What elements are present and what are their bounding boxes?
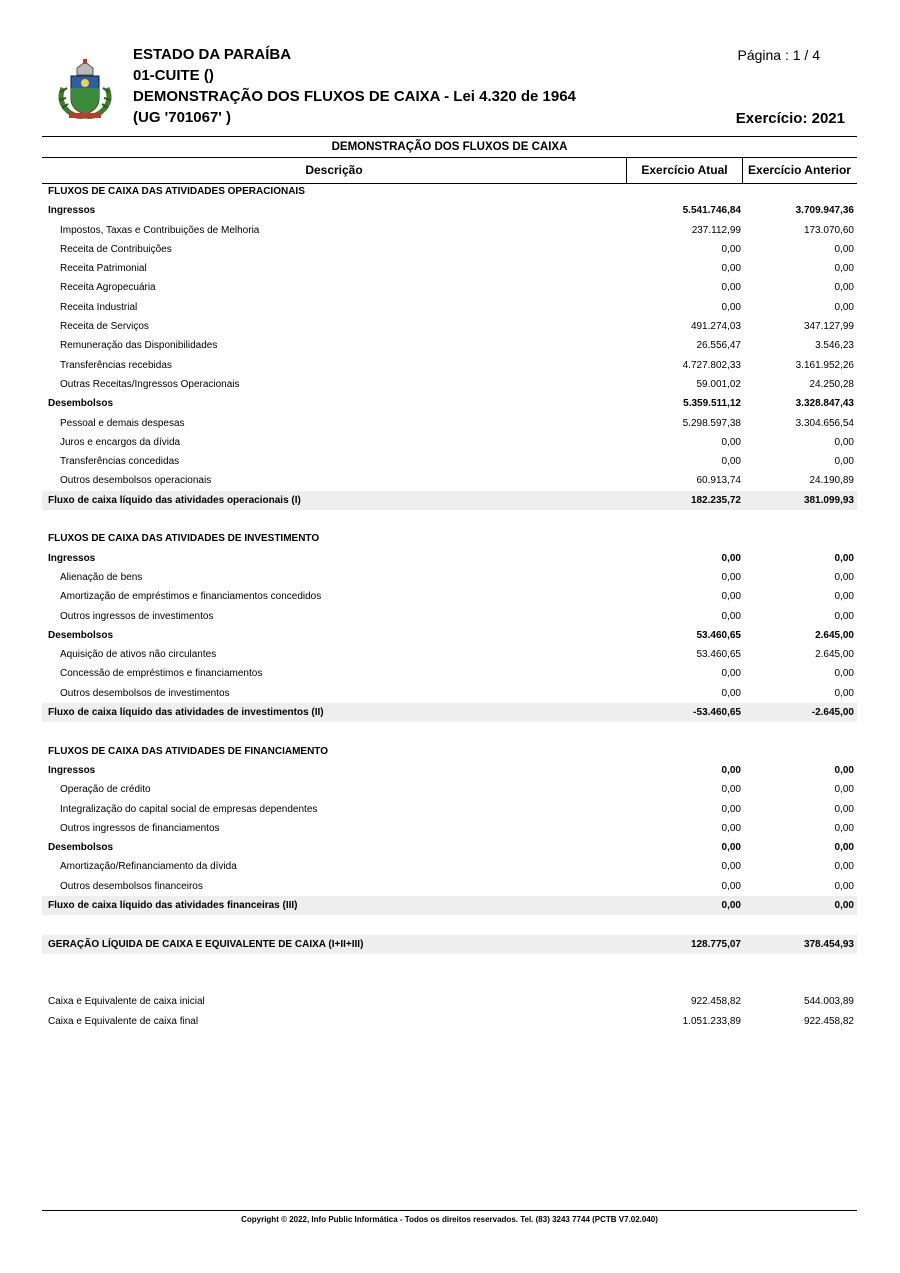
row-value-atual: 0,00: [721, 263, 741, 275]
row-value-anterior: 0,00: [834, 456, 854, 468]
copyright-notice: Copyright © 2022, Info Public Informática - Todos os direitos reservados. Tel. (83) 3243 7744 (PCTB V7.02.040): [241, 1215, 658, 1224]
row-value-atual: 59.001,02: [696, 378, 741, 390]
column-header-descricao: Descrição: [305, 163, 363, 177]
row-value-atual: 128.775,07: [690, 938, 741, 950]
row-description: Outros desembolsos financeiros: [60, 880, 203, 892]
table-header: [42, 157, 857, 184]
row-description: Outros desembolsos operacionais: [60, 475, 212, 487]
row-description: Receita de Contribuições: [60, 243, 172, 255]
row-description: Operação de crédito: [60, 784, 151, 796]
table-row: [42, 356, 857, 375]
row-value-atual: 0,00: [721, 764, 741, 776]
row-value-anterior: -2.645,00: [811, 707, 854, 719]
row-description: Outros ingressos de investimentos: [60, 610, 214, 622]
row-description: Desembolsos: [48, 398, 114, 410]
row-description: Outros desembolsos de investimentos: [60, 687, 230, 699]
table-row: [42, 857, 857, 876]
row-value-anterior: 0,00: [834, 571, 854, 583]
row-value-anterior: 0,00: [834, 591, 854, 603]
paraiba-coat-of-arms-icon: [55, 58, 115, 120]
row-value-atual: 0,00: [721, 842, 741, 854]
row-value-anterior: 3.328.847,43: [795, 398, 854, 410]
row-description: Receita de Serviços: [60, 321, 149, 333]
spacer-row: [42, 973, 857, 992]
row-description: Desembolsos: [48, 842, 114, 854]
row-value-anterior: 0,00: [834, 436, 854, 448]
row-value-anterior: 0,00: [834, 687, 854, 699]
column-header-atual: Exercício Atual: [626, 158, 743, 183]
table-row: [42, 182, 857, 201]
table-row: [42, 877, 857, 896]
row-value-anterior: 0,00: [834, 301, 854, 313]
table-row: [42, 240, 857, 259]
row-description: Ingressos: [48, 552, 96, 564]
table-row: [42, 201, 857, 220]
table-row: [42, 819, 857, 838]
row-value-anterior: 173.070,60: [803, 224, 854, 236]
row-description: Transferências recebidas: [60, 359, 172, 371]
table-row: [42, 298, 857, 317]
table-row: [42, 414, 857, 433]
row-value-anterior: 347.127,99: [803, 321, 854, 333]
row-value-atual: 0,00: [721, 899, 741, 911]
row-value-anterior: 0,00: [834, 610, 854, 622]
table-row: [42, 568, 857, 587]
row-value-anterior: 0,00: [834, 764, 854, 776]
table-row: [42, 375, 857, 394]
row-description: GERAÇÃO LÍQUIDA DE CAIXA E EQUIVALENTE DE CAIXA (I+II+III): [48, 938, 364, 950]
row-value-atual: 0,00: [721, 552, 741, 564]
row-description: Integralização do capital social de empresas dependentes: [60, 803, 318, 815]
row-value-anterior: 0,00: [834, 803, 854, 815]
row-value-atual: 0,00: [721, 803, 741, 815]
row-description: Fluxo de caixa líquido das atividades financeiras (III): [48, 899, 298, 911]
row-value-anterior: 0,00: [834, 552, 854, 564]
row-value-anterior: 0,00: [834, 263, 854, 275]
table-row: [42, 471, 857, 490]
row-value-atual: 53.460,65: [696, 629, 741, 641]
row-value-anterior: 24.190,89: [809, 475, 854, 487]
row-value-anterior: 378.454,93: [803, 938, 854, 950]
row-value-atual: 0,00: [721, 571, 741, 583]
spacer-row: [42, 510, 857, 529]
table-row: [42, 703, 857, 722]
row-value-anterior: 0,00: [834, 282, 854, 294]
row-description: Fluxo de caixa líquido das atividades de investimentos (II): [48, 707, 324, 719]
table-row: [42, 992, 857, 1011]
row-value-atual: 0,00: [721, 282, 741, 294]
row-value-atual: 0,00: [721, 784, 741, 796]
row-value-atual: 237.112,99: [691, 224, 741, 236]
row-value-anterior: 3.304.656,54: [795, 417, 854, 429]
row-value-atual: 182.235,72: [690, 494, 741, 506]
row-value-atual: 0,00: [721, 591, 741, 603]
row-description: Impostos, Taxas e Contribuições de Melhoria: [60, 224, 260, 236]
table-row: [42, 549, 857, 568]
row-value-anterior: 0,00: [834, 899, 854, 911]
report-header: [42, 44, 857, 132]
row-description: FLUXOS DE CAIXA DAS ATIVIDADES DE INVESTIMENTO: [48, 533, 320, 545]
table-row: [42, 896, 857, 915]
row-value-atual: 491.274,03: [690, 321, 741, 333]
title-block: [133, 44, 576, 128]
row-value-anterior: 3.709.947,36: [795, 205, 854, 217]
row-value-atual: 0,00: [721, 456, 741, 468]
row-description: FLUXOS DE CAIXA DAS ATIVIDADES OPERACIONAIS: [48, 186, 305, 197]
row-description: Caixa e Equivalente de caixa inicial: [48, 996, 205, 1008]
row-value-atual: 0,00: [721, 880, 741, 892]
row-description: Alienação de bens: [60, 571, 143, 583]
spacer-row: [42, 915, 857, 934]
row-value-atual: 26.556,47: [696, 340, 741, 352]
spacer-row: [42, 954, 857, 973]
row-value-atual: 5.298.597,38: [682, 417, 741, 429]
entity-name: 01-CUITE (): [133, 67, 214, 84]
row-value-anterior: 2.645,00: [815, 649, 854, 661]
row-description: Caixa e Equivalente de caixa final: [48, 1015, 199, 1027]
table-row: [42, 336, 857, 355]
row-description: Outros ingressos de financiamentos: [60, 822, 220, 834]
row-description: Fluxo de caixa líquido das atividades operacionais (I): [48, 494, 301, 506]
table-title: DEMONSTRAÇÃO DOS FLUXOS DE CAIXA: [331, 141, 568, 153]
row-value-anterior: 544.003,89: [803, 996, 854, 1008]
row-value-anterior: 0,00: [834, 880, 854, 892]
row-value-anterior: 0,00: [834, 842, 854, 854]
row-value-atual: 5.359.511,12: [683, 398, 741, 410]
table-row: [42, 935, 857, 954]
row-value-atual: 0,00: [721, 687, 741, 699]
row-description: Concessão de empréstimos e financiamentos: [60, 668, 263, 680]
table-row: [42, 587, 857, 606]
table-row: [42, 452, 857, 471]
table-row: [42, 394, 857, 413]
table-row: [42, 780, 857, 799]
row-value-atual: 0,00: [721, 301, 741, 313]
table-row: [42, 607, 857, 626]
row-value-anterior: 0,00: [834, 784, 854, 796]
table-row: [42, 221, 857, 240]
table-row: [42, 838, 857, 857]
report-name: DEMONSTRAÇÃO DOS FLUXOS DE CAIXA - Lei 4.320 de 1964: [133, 88, 576, 105]
page-number: Página : 1 / 4: [737, 47, 820, 63]
row-value-anterior: 0,00: [834, 243, 854, 255]
table-row: [42, 259, 857, 278]
row-description: Pessoal e demais despesas: [60, 417, 185, 429]
table-row: [42, 742, 857, 761]
table-row: [42, 800, 857, 819]
table-row: [42, 645, 857, 664]
row-value-atual: 0,00: [721, 243, 741, 255]
table-row: [42, 761, 857, 780]
row-description: Juros e encargos da dívida: [60, 436, 181, 448]
row-value-anterior: 24.250,28: [809, 378, 854, 390]
header-divider: [42, 136, 857, 137]
table-row: [42, 317, 857, 336]
row-description: Transferências concedidas: [60, 456, 180, 468]
row-description: Remuneração das Disponibilidades: [60, 340, 218, 352]
spacer-row: [42, 722, 857, 741]
row-description: Receita Agropecuária: [60, 282, 156, 294]
row-value-anterior: 381.099,93: [803, 494, 854, 506]
row-value-anterior: 3.161.952,26: [795, 359, 854, 371]
row-value-atual: 1.051.233,89: [682, 1015, 741, 1027]
table-row: [42, 684, 857, 703]
row-description: Ingressos: [48, 205, 96, 217]
row-description: Amortização/Refinanciamento da dívida: [60, 861, 237, 873]
table-row: [42, 491, 857, 510]
row-value-atual: -53.460,65: [693, 707, 741, 719]
row-value-atual: 0,00: [721, 822, 741, 834]
row-value-anterior: 0,00: [834, 822, 854, 834]
row-value-anterior: 2.645,00: [815, 629, 854, 641]
column-header-anterior: Exercício Anterior: [748, 163, 851, 177]
table-row: [42, 664, 857, 683]
ug-code: (UG '701067' ): [133, 109, 232, 126]
row-description: Receita Industrial: [60, 301, 138, 313]
row-value-atual: 4.727.802,33: [682, 359, 741, 371]
row-value-atual: 922.458,82: [690, 996, 741, 1008]
row-value-atual: 0,00: [721, 610, 741, 622]
row-value-anterior: 922.458,82: [803, 1015, 854, 1027]
row-description: FLUXOS DE CAIXA DAS ATIVIDADES DE FINANCIAMENTO: [48, 745, 329, 757]
footer-divider: [42, 1210, 857, 1211]
row-value-atual: 0,00: [721, 861, 741, 873]
table-row: [42, 1012, 857, 1031]
row-description: Ingressos: [48, 764, 96, 776]
row-value-atual: 5.541.746,84: [682, 205, 741, 217]
row-value-anterior: 0,00: [834, 668, 854, 680]
row-value-anterior: 3.546,23: [815, 340, 854, 352]
table-row: [42, 529, 857, 548]
row-value-atual: 60.913,74: [696, 475, 741, 487]
row-description: Receita Patrimonial: [60, 263, 147, 275]
row-value-anterior: 0,00: [834, 861, 854, 873]
row-description: Desembolsos: [48, 629, 114, 641]
cash-flow-table: [42, 182, 857, 1031]
fiscal-year: Exercício: 2021: [735, 110, 845, 127]
row-value-atual: 0,00: [721, 436, 741, 448]
row-description: Aquisição de ativos não circulantes: [60, 649, 217, 661]
row-value-atual: 0,00: [721, 668, 741, 680]
row-description: Amortização de empréstimos e financiamentos concedidos: [60, 591, 322, 603]
table-row: [42, 278, 857, 297]
row-description: Outras Receitas/Ingressos Operacionais: [60, 378, 240, 390]
state-name: ESTADO DA PARAÍBA: [133, 46, 292, 63]
table-row: [42, 433, 857, 452]
row-value-atual: 53.460,65: [696, 649, 741, 661]
table-row: [42, 626, 857, 645]
